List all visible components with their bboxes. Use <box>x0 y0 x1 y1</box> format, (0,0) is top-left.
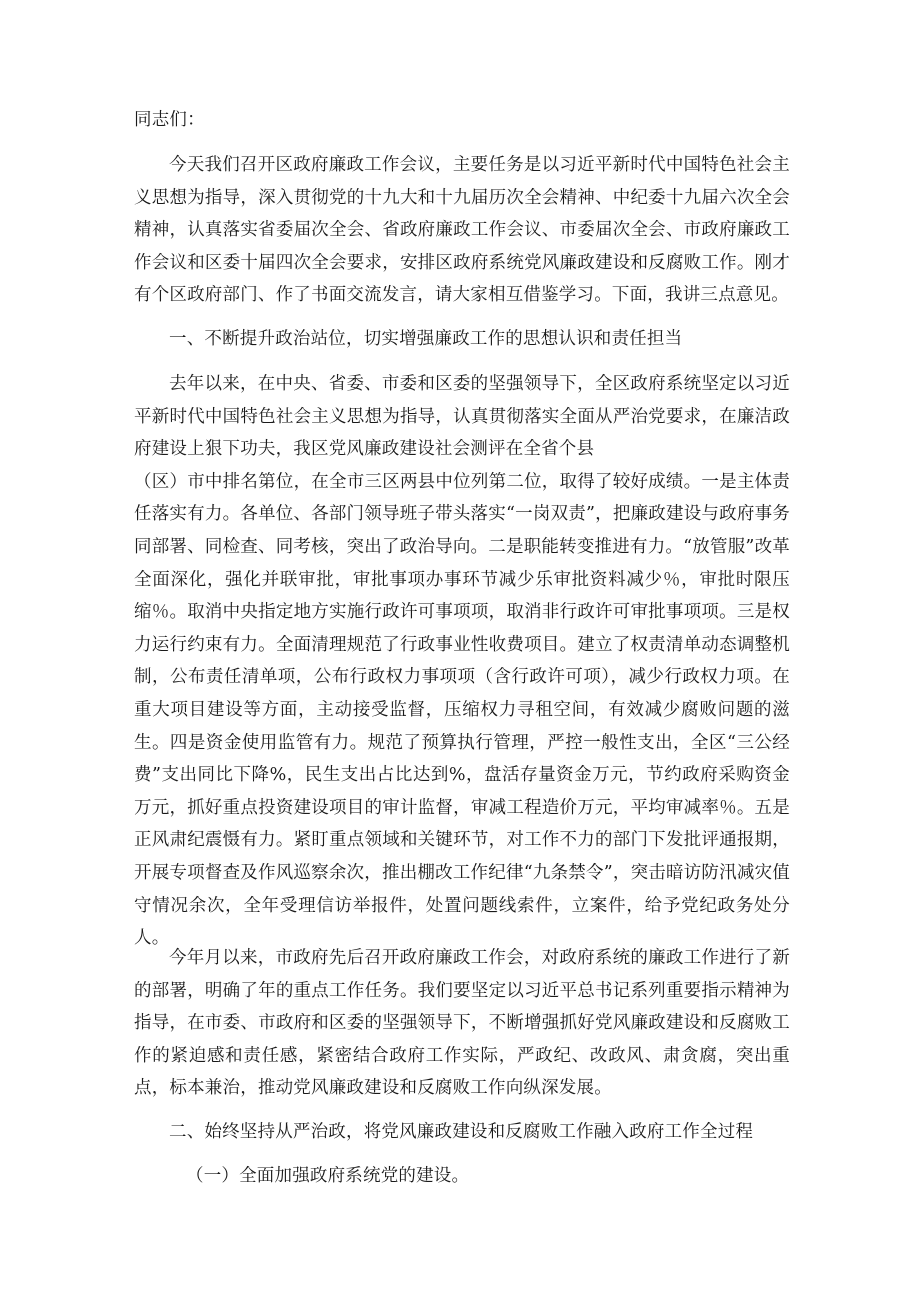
section-1-paragraph-2: 今年月以来，市政府先后召开政府廉政工作会，对政府系统的廉政工作进行了新的部署，明确了年的重点工作任务。我们要坚定以习近平总书记系列重要指示精神为指导，在市委、市政府和区委的坚强领导下，不断增强抓好党风廉政建设和反腐败工作的紧迫感和责任感，紧密结合政府工作实际，严政纪、改政风、肃贪腐，突出重点，标本兼治，推动党风廉政建设和反腐败工作向纵深发展。 <box>134 948 790 1099</box>
section-1-paragraph-1: 去年以来，在中央、省委、市委和区委的坚强领导下，全区政府系统坚定以习近平新时代中国特色社会主义思想为指导，认真贯彻落实全面从严治党要求，在廉洁政府建设上狠下功夫，我区党风廉政建设社会测评在全省个县 （区）市中排名第位，在全市三区两县中位列第二位，取得了较好成绩。一是主体责任落实有力。各单位、各部门领导班子带头落实“一岗双责”，把廉政建设与政府事务同部署、同检查、同考核，突出了政治导向。二是职能转变推进有力。“放管服”改革全面深化，强化并联审批，审批事项办事环节减少乐审批资料减少％，审批时限压缩％。取消中央指定地方实施行政许可事项项，取消非行政许可审批事项项。三是权力运行约束有力。全面清理规范了行政事业性收费项目。建立了权责清单动态调整机制，公布责任清单项，公布行政权力事项项（含行政许可项），减少行政权力项。在重大项目建设等方面，主动接受监督，压缩权力寻租空间，有效减少腐败问题的滋生。四是资金使用监管有力。规范了预算执行管理，严控一般性支出，全区“三公经费”支出同比下降%，民生支出占比达到%，盘活存量资金万元，节约政府采购资金万元，抓好重点投资建设项目的审计监督，审减工程造价万元，平均审减率％。五是正风肃纪震慑有力。紧盯重点领域和关键环节，对工作不力的部门下发批评通报期，开展专项督查及作风巡察余次，推出棚改工作纪律“九条禁令”，突击暗访防汛减灾值守情况余次，全年受理信访举报件，处置问题线索件，立案件，给予党纪政务处分人。 <box>134 374 790 949</box>
section-1-title: 一、不断提升政治站位，切实增强廉政工作的思想认识和责任担当 <box>169 329 683 349</box>
intro-paragraph: 今天我们召开区政府廉政工作会议，主要任务是以习近平新时代中国特色社会主义思想为指导，深入贯彻党的十九大和十九届历次全会精神、中纪委十九届六次全会精神，认真落实省委届次全会、省政府廉政工作会议、市委届次全会、市政府廉政工作会议和区委十届四次全会要求，安排区政府系统党风廉政建设和反腐败工作。刚才有个区政府部门、作了书面交流发言，请大家相互借鉴学习。下面，我讲三点意见。 <box>134 155 790 306</box>
salutation: 同志们： <box>134 110 205 130</box>
section-2-title: 二、始终坚持从严治政，将党风廉政建设和反腐败工作融入政府工作全过程 <box>169 1122 754 1142</box>
section-2-subheading-1: （一）全面加强政府系统党的建设。 <box>186 1166 470 1186</box>
